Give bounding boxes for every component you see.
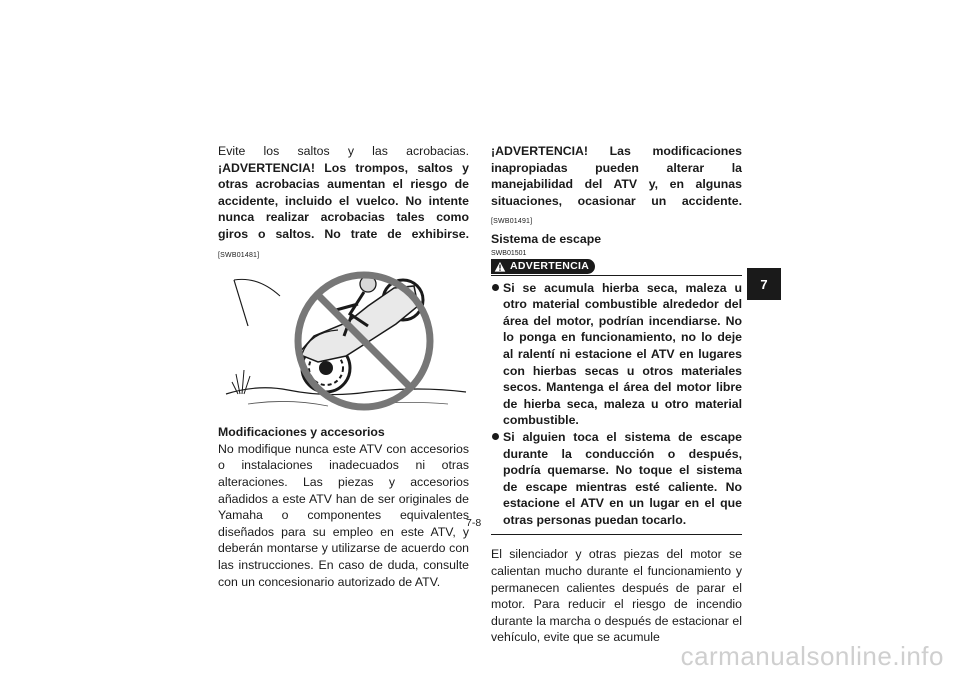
modifications-warning-paragraph xyxy=(491,143,742,231)
warning-badge-label: ADVERTENCIA xyxy=(510,260,590,273)
list-item: Si alguien toca el sistema de escape durante la conducción o después, podría quemarse. No toque el sistema de escape mientras esté caliente. No estacione el ATV en un lugar en el que otras personas puedan tocarlo. xyxy=(491,429,742,529)
exhaust-code: SWB01501 xyxy=(491,249,527,257)
right-column xyxy=(491,143,742,646)
watermark: carmanualsonline.info xyxy=(680,641,944,671)
exhaust-warning-list xyxy=(491,280,742,529)
warning-bottom-rule xyxy=(491,534,742,535)
modifications-heading: Modificaciones y accesorios xyxy=(218,425,385,440)
jump-warning-paragraph xyxy=(218,143,469,264)
chapter-tab: 7 xyxy=(747,268,781,300)
jump-warning-ref: [SWB01481] xyxy=(218,251,260,259)
left-column xyxy=(218,143,469,590)
jump-warning-text: ¡ADVERTENCIA! Los trompos, saltos y otras acrobacias aumentan el riesgo de accidente, incluido el vuelco. No intente nunca realizar acrobacias tales como giros o saltos. No trate de exhibirse. xyxy=(218,160,469,241)
exhaust-body: El silenciador y otras piezas del motor se calientan mucho durante el funcionamiento y permanecen calientes después de parar el motor. Para reducir el riesgo de incendio durante la marcha o después de estacionar el vehículo, evite que se acumule xyxy=(491,547,742,645)
page-number: 7-8 xyxy=(466,517,482,529)
modifications-warning-text: ¡ADVERTENCIA! Las modificaciones inapropiadas pueden alterar la manejabilidad del ATV y, en algunas situaciones, ocasionar un accidente. xyxy=(491,144,742,208)
exhaust-heading: Sistema de escape xyxy=(491,231,602,246)
modifications-body: No modifique nunca este ATV con accesorios o instalaciones inadecuados ni otras alteraciones. Las piezas y accesorios añadidos a este ATV han de ser originales de Yamaha o componentes equivalentes diseñados para su empleo en este ATV, y deberán montarse y utilizarse de acuerdo con las instrucciones. En caso de duda, consulte con un concesionario autorizado de ATV. xyxy=(218,441,469,589)
warning-badge xyxy=(491,259,595,274)
modifications-warning-ref: [SWB01491] xyxy=(491,218,533,226)
list-item: Si se acumula hierba seca, maleza u otro material combustible alrededor del área del motor, podrían incendiarse. No lo ponga en funcionamiento, no lo deje al ralentí ni estacione el ATV en lugares con hierbas secas u otros materiales secos. Mantenga el área del motor libre de hierba seca, maleza u otro material combustible. xyxy=(491,280,742,429)
warning-triangle-icon xyxy=(493,260,507,273)
no-atv-jumping-icon xyxy=(218,266,469,416)
warning-header xyxy=(491,259,742,275)
intro-text: Evite los saltos y las acrobacias. xyxy=(218,144,469,158)
